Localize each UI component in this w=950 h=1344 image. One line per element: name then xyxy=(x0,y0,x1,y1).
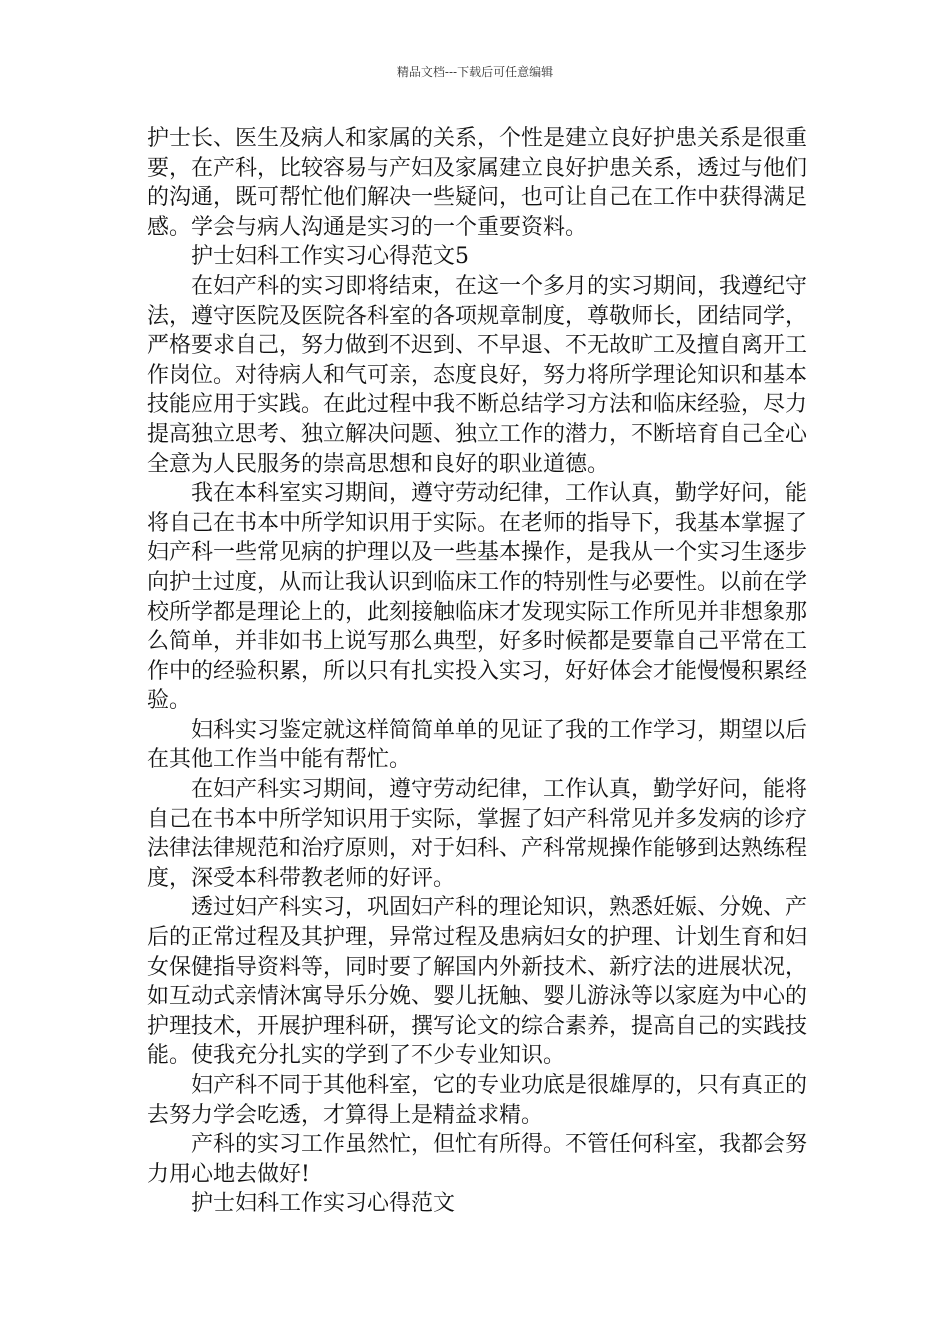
paragraph-2: 在妇产科的实习即将结束，在这一个多月的实习期间，我遵纪守法，遵守医院及医院各科室的各项规章制度，尊敬师长，团结同学，严格要求自己，努力做到不迟到、不早退、不无故旷工及擅自离开工作岗位。对待病人和气可亲，态度良好，努力将所学理论知识和基本技能应用于实践。在此过程中我不断总结学习方法和临床经验，尽力提高独立思考、独立解决问题、独立工作的潜力，不断培育自己全心全意为人民服务的崇高思想和良好的职业道德。 xyxy=(147,273,808,477)
paragraph-7: 妇产科不同于其他科室，它的专业功底是很雄厚的，只有真正的去努力学会吃透，才算得上是精益求精。 xyxy=(147,1073,808,1128)
section-title-next: 护士妇科工作实习心得范文 xyxy=(191,1191,456,1217)
paragraph-8: 产科的实习工作虽然忙，但忙有所得。不管任何科室，我都会努力用心地去做好! xyxy=(147,1132,808,1187)
paragraph-4: 妇科实习鉴定就这样简简单单的见证了我的工作学习，期望以后在其他工作当中能有帮忙。 xyxy=(147,717,808,773)
section-title-5: 护士妇科工作实习心得范文5 xyxy=(191,244,469,270)
document-body xyxy=(147,124,807,1219)
paragraph-5: 在妇产科实习期间，遵守劳动纪律，工作认真，勤学好问，能将自己在书本中所学知识用于实际，掌握了妇产科常见并多发病的诊疗法律法律规范和治疗原则，对于妇科、产科常规操作能够到达熟练程度，深受本科带教老师的好评。 xyxy=(147,777,808,891)
paragraph-3: 我在本科室实习期间，遵守劳动纪律，工作认真，勤学好问，能将自己在书本中所学知识用于实际。在老师的指导下，我基本掌握了妇产科一些常见病的护理以及一些基本操作，是我从一个实习生逐步向护士过度，从而让我认识到临床工作的特别性与必要性。以前在学校所学都是理论上的，此刻接触临床才发现实际工作所见并非想象那么简单，并非如书上说写那么典型，好多时候都是要靠自己平常在工作中的经验积累，所以只有扎实投入实习，好好体会才能慢慢积累经验。 xyxy=(147,481,808,714)
paragraph-6: 透过妇产科实习，巩固妇产科的理论知识，熟悉妊娠、分娩、产后的正常过程及其护理，异常过程及患病妇女的护理、计划生育和妇女保健指导资料等，同时要了解国内外新技术、新疗法的进展状况，如互动式亲情沐寓导乐分娩、婴儿抚触、婴儿游泳等以家庭为中心的护理技术，开展护理科研，撰写论文的综合素养，提高自己的实践技能。使我充分扎实的学到了不少专业知识。 xyxy=(147,895,808,1069)
paragraph-1: 护士长、医生及病人和家属的关系，个性是建立良好护患关系是很重要，在产科，比较容易与产妇及家属建立良好护患关系，透过与他们的沟通，既可帮忙他们解决一些疑问，也可让自己在工作中获得满足感。学会与病人沟通是实习的一个重要资料。 xyxy=(147,126,808,240)
page-header: 精品文档---下载后可任意编辑 xyxy=(396,65,554,79)
